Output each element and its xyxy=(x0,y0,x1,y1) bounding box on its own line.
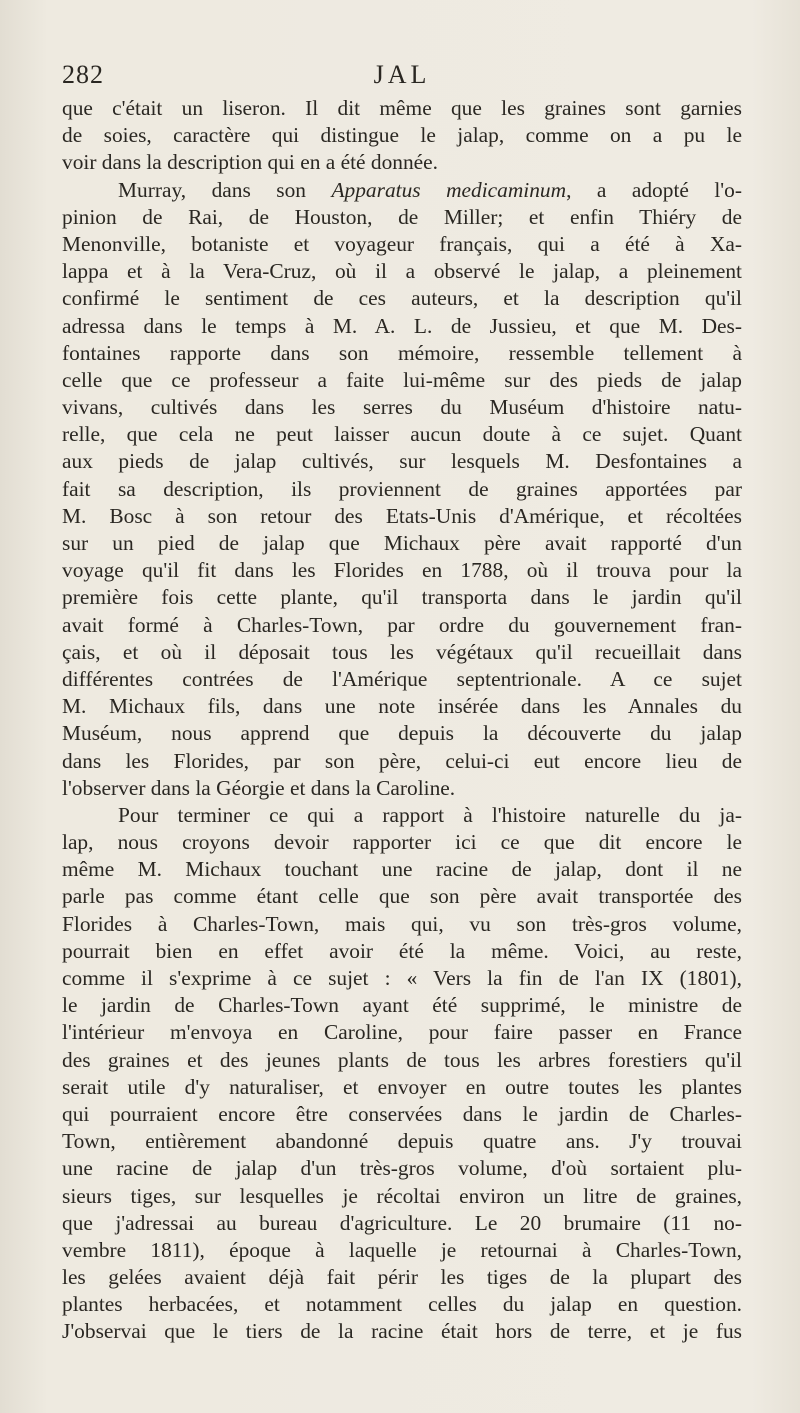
text-line: pourrait bien en effet avoir été la même. Voici, au reste, xyxy=(62,938,742,963)
text-fragment: , a adopté l'o- xyxy=(566,177,742,202)
text-line: vivans, cultivés dans les serres du Muséum d'histoire natu- xyxy=(62,395,742,420)
body-text xyxy=(62,95,742,1346)
text-line: différentes contrées de l'Amérique septentrionale. A ce sujet xyxy=(62,666,742,691)
text-line: avait formé à Charles-Town, par ordre du gouvernement fran- xyxy=(62,612,742,637)
text-line: le jardin de Charles-Town ayant été supprimé, le ministre de xyxy=(62,993,742,1018)
text-line: Muséum, nous apprend que depuis la découverte du jalap xyxy=(62,721,742,746)
text-line: fait sa description, ils proviennent de graines apportées par xyxy=(62,476,742,501)
page-header xyxy=(62,60,742,94)
text-line: voir dans la description qui en a été donnée. xyxy=(62,150,438,175)
text-line: qui pourraient encore être conservées dans le jardin de Charles- xyxy=(62,1101,742,1126)
text-line: Menonville, botaniste et voyageur français, qui a été à Xa- xyxy=(62,231,742,256)
text-line: Florides à Charles-Town, mais qui, vu son très-gros volume, xyxy=(62,911,742,936)
text-line: que j'adressai au bureau d'agriculture. Le 20 brumaire (11 no- xyxy=(62,1210,742,1235)
text-line: vembre 1811), époque à laquelle je retournai à Charles-Town, xyxy=(62,1237,742,1262)
text-line: de soies, caractère qui distingue le jalap, comme on a pu le xyxy=(62,123,742,148)
text-line: lap, nous croyons devoir rapporter ici ce que dit encore le xyxy=(62,830,742,855)
text-line: première fois cette plante, qu'il transporta dans le jardin qu'il xyxy=(62,585,742,610)
text-fragment: Murray, dans son xyxy=(118,177,306,202)
text-line: fontaines rapporte dans son mémoire, ressemble tellement à xyxy=(62,340,742,365)
page-number: 282 xyxy=(62,60,104,89)
text-line: Pour terminer ce qui a rapport à l'histoire naturelle du ja- xyxy=(118,802,742,827)
text-line: M. Michaux fils, dans une note insérée dans les Annales du xyxy=(62,694,742,719)
text-line: confirmé le sentiment de ces auteurs, et la description qu'il xyxy=(62,286,742,311)
running-head: JAL xyxy=(373,60,431,89)
text-line: relle, que cela ne peut laisser aucun doute à ce sujet. Quant xyxy=(62,422,742,447)
text-line: Town, entièrement abandonné depuis quatre ans. J'y trouvai xyxy=(62,1129,742,1154)
text-line: comme il s'exprime à ce sujet : « Vers la fin de l'an IX (1801), xyxy=(62,966,742,990)
text-line: sur un pied de jalap que Michaux père avait rapporté d'un xyxy=(62,531,742,555)
text-line: l'observer dans la Géorgie et dans la Caroline. xyxy=(62,775,456,800)
text-line: des graines et des jeunes plants de tous les arbres forestiers qu'il xyxy=(62,1047,742,1072)
text-line: çais, et où il déposait tous les végétaux qu'il recueillait dans xyxy=(62,639,742,664)
text-line: plantes herbacées, et notamment celles du jalap en question. xyxy=(62,1292,742,1317)
text-line: une racine de jalap d'un très-gros volume, d'où sortaient plu- xyxy=(62,1156,742,1181)
text-line: M. Bosc à son retour des Etats-Unis d'Amérique, et récoltées xyxy=(62,503,742,528)
text-line: sieurs tiges, sur lesquelles je récoltai environ un litre de graines, xyxy=(62,1183,742,1208)
text-line: que c'était un liseron. Il dit même que les graines sont garnies xyxy=(62,96,742,120)
text-line: celle que ce professeur a faite lui-même sur des pieds de jalap xyxy=(62,367,742,392)
text-line: l'intérieur m'envoya en Caroline, pour faire passer en France xyxy=(62,1020,742,1045)
text-line: aux pieds de jalap cultivés, sur lesquels M. Desfontaines a xyxy=(62,449,742,474)
text-line: J'observai que le tiers de la racine était hors de terre, et je fus xyxy=(62,1319,742,1344)
book-title: Apparatus medicaminum xyxy=(331,177,567,202)
text-line: pinion de Rai, de Houston, de Miller; et enfin Thiéry de xyxy=(62,204,742,229)
text-line: adressa dans le temps à M. A. L. de Jussieu, et que M. Des- xyxy=(62,313,742,338)
text-line: lappa et à la Vera-Cruz, où il a observé le jalap, a pleinement xyxy=(62,259,742,284)
text-line xyxy=(62,177,742,204)
text-line: même M. Michaux touchant une racine de jalap, dont il ne xyxy=(62,857,742,882)
text-line: parle pas comme étant celle que son père avait transportée des xyxy=(62,884,742,909)
text-line: serait utile d'y naturaliser, et envoyer en outre toutes les plantes xyxy=(62,1074,742,1099)
text-line: voyage qu'il fit dans les Florides en 1788, où il trouva pour la xyxy=(62,558,742,583)
text-line: dans les Florides, par son père, celui-ci eut encore lieu de xyxy=(62,748,742,773)
text-line: les gelées avaient déjà fait périr les tiges de la plupart des xyxy=(62,1265,742,1290)
